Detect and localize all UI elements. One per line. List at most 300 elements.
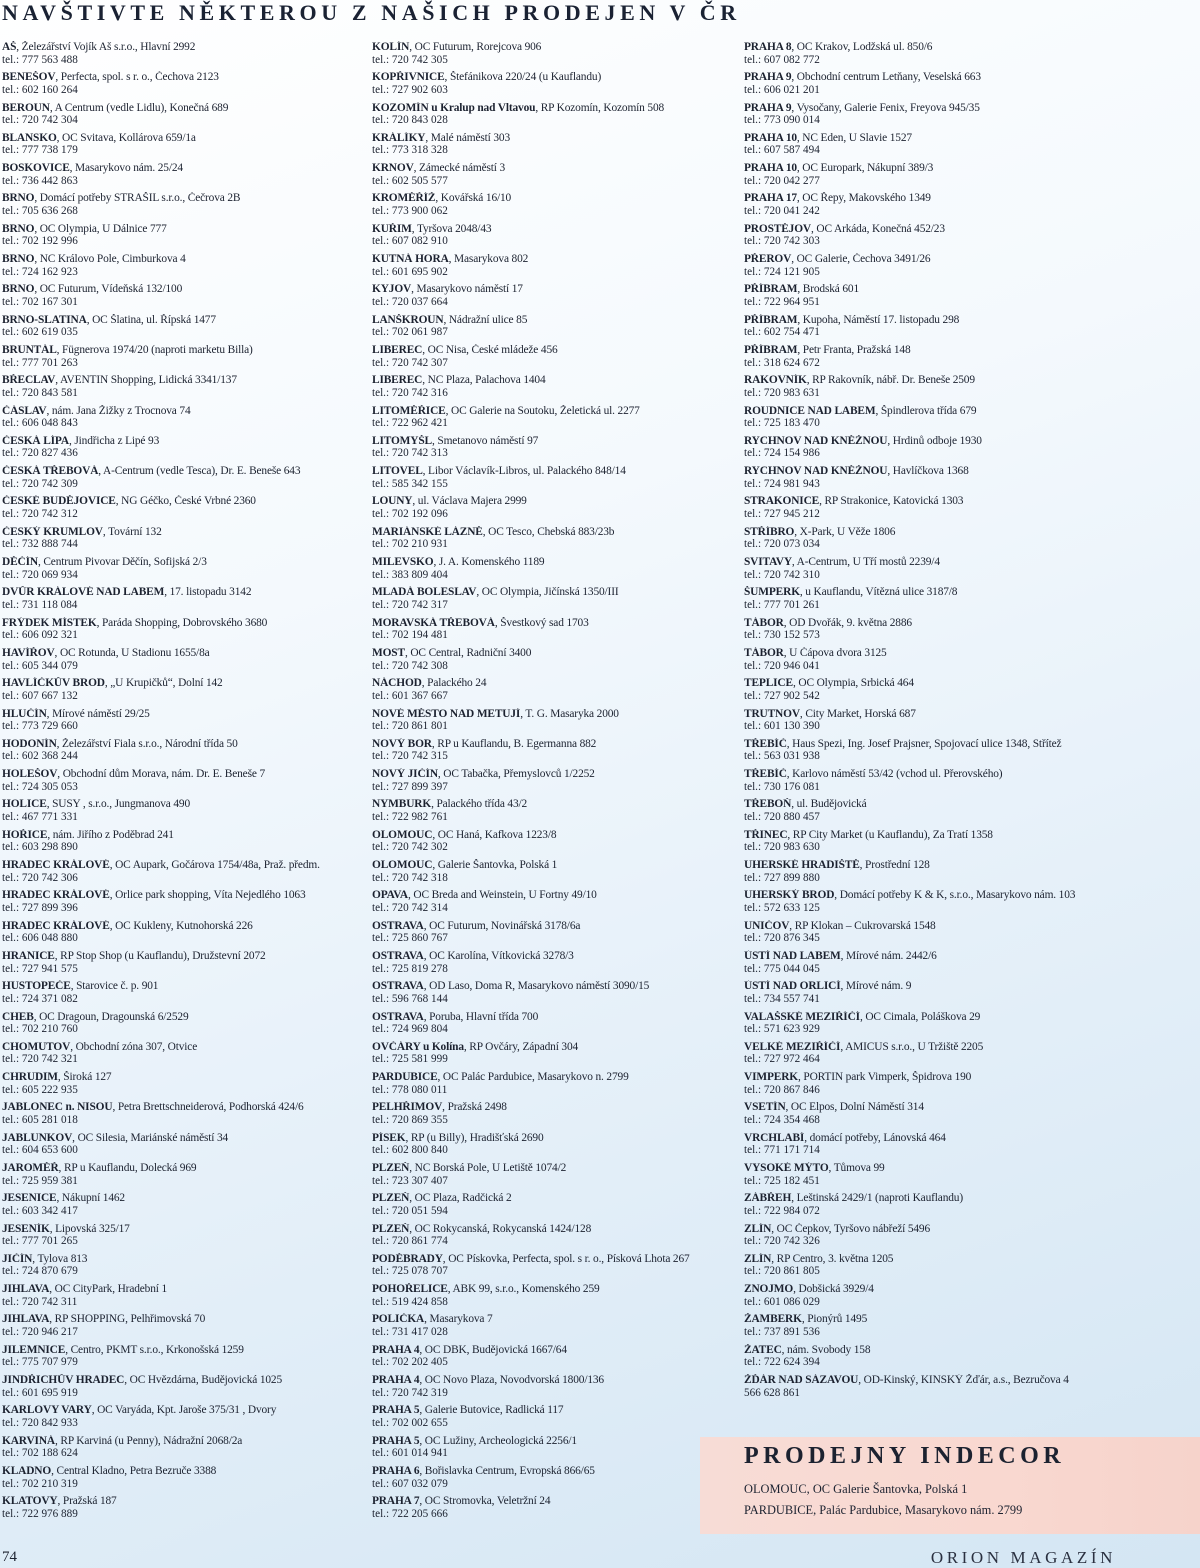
store-phone: tel.: 736 442 863 [2,174,78,187]
store-address: , Pražská 2498 [442,1101,507,1114]
store-address: , PORTIN park Vimperk, Špidrova 190 [798,1071,972,1084]
store-phone: tel.: 724 305 053 [2,780,78,793]
store-entry [2,71,370,101]
store-address-line [2,859,370,872]
store-entry [372,950,742,980]
store-city: POHOŘELICE [372,1283,448,1296]
store-address: , Masarykovo nám. 25/24 [69,162,183,175]
store-entry [2,647,370,677]
store-entry [372,586,742,616]
store-address: , Obchodní dům Morava, nám. Dr. E. Beneše 7 [57,768,266,781]
store-phone: tel.: 725 182 451 [744,1174,820,1187]
page-number: 74 [2,1549,17,1565]
store-entry [2,829,370,859]
store-city: TÁBOR [744,616,784,629]
store-address-line [744,980,1198,993]
store-entry [2,586,370,616]
store-entry [744,768,1198,798]
store-phone: tel.: 724 870 679 [2,1265,78,1278]
store-phone: tel.: 734 557 741 [744,992,820,1005]
store-city: LITOMYŠL [372,434,432,447]
store-phone: tel.: 702 002 655 [372,1416,448,1429]
store-address: , OC Central, Radniční 3400 [404,646,532,659]
store-address-line [744,1283,1198,1296]
magazine-name: ORION MAGAZÍN [930,1548,1116,1567]
store-address: , Nádražní ulice 85 [443,313,528,326]
store-address: , Palackého 24 [421,677,487,690]
store-city: VALAŠSKÉ MEZIŘÍČÍ [744,1010,860,1023]
store-entry [372,798,742,828]
store-city: BRUNTÁL [2,343,57,356]
store-address-line [2,102,370,115]
store-entry [2,314,370,344]
store-phone: tel.: 773 900 062 [372,205,448,218]
store-city: JINDŘICHŮV HRADEC [2,1374,125,1387]
store-entry [372,1162,742,1192]
store-entry [372,526,742,556]
store-phone: tel.: 722 984 072 [744,1204,820,1217]
store-entry [372,1071,742,1101]
store-address-line [2,738,370,751]
store-phone: tel.: 720 742 311 [2,1295,78,1308]
store-entry [744,829,1198,859]
store-city: ČESKÁ TŘEBOVÁ [2,465,99,478]
store-address: , A-Centrum (vedle Tesca), Dr. E. Beneše 643 [98,465,301,478]
store-entry [744,1011,1198,1041]
store-address: , OC Stromovka, Veletržní 24 [419,1495,551,1508]
store-address: , domácí potřeby, Lánovská 464 [804,1131,946,1144]
store-entry [2,526,370,556]
store-city: LITOVEL [372,465,423,478]
store-address: , RP Centro, 3. května 1205 [771,1252,894,1265]
store-phone: tel.: 727 941 575 [2,962,78,975]
store-entry [744,435,1198,465]
store-address-line [2,1404,370,1417]
store-address-line [744,1132,1198,1145]
store-entry [372,647,742,677]
store-address-line [2,435,370,448]
store-city: BRNO-SLATINA [2,313,87,326]
store-address-line [2,1344,370,1357]
store-entry [372,223,742,253]
store-entry [2,1253,370,1283]
store-entry [372,102,742,132]
store-entry [372,617,742,647]
store-city: PŘÍBRAM [744,313,798,326]
store-city: POLIČKA [372,1313,425,1326]
store-city: PODĚBRADY [372,1252,443,1265]
store-phone: tel.: 773 090 014 [744,114,820,127]
store-address: , RP Karviná (u Penny), Nádražní 2068/2a [54,1434,243,1447]
store-city: KROMĚŘÍŽ [372,192,436,205]
store-city: HRADEC KRÁLOVÉ [2,889,110,902]
store-city: SVITAVY [744,556,792,569]
store-phone: tel.: 602 619 035 [2,326,78,339]
store-entry [2,495,370,525]
store-city: TŘINEC [744,828,788,841]
store-entry [744,1253,1198,1283]
store-address-line [2,344,370,357]
store-phone: tel.: 720 946 041 [744,659,820,672]
store-entry [372,1495,742,1525]
store-address-line [372,1435,742,1448]
store-phone: tel.: 720 742 309 [2,477,78,490]
store-city: ČÁSLAV [2,404,47,417]
store-address-line [2,132,370,145]
store-entry [2,1283,370,1313]
store-city: TRUTNOV [744,707,800,720]
store-address: , Perfecta, spol. s r. o., Čechova 2123 [55,71,219,84]
store-phone: tel.: 773 729 660 [2,720,78,733]
store-address-line [744,1344,1198,1357]
store-phone: tel.: 720 742 317 [372,598,448,611]
store-address: , OC Lužiny, Archeologická 2256/1 [419,1434,577,1447]
store-phone: tel.: 778 080 011 [372,1083,448,1096]
store-address-line [372,1132,742,1145]
store-city: JIČÍN [2,1252,33,1265]
store-entry [372,889,742,919]
store-city: OSTRAVA [372,1010,424,1023]
store-address-line [372,223,742,236]
store-address: , OC Kukleny, Kutnohorská 226 [109,919,253,932]
store-entry [2,1374,370,1404]
store-address-line [2,223,370,236]
store-address: , OC Čepkov, Tyršovo nábřeží 5496 [771,1222,931,1235]
store-city: PŘEROV [744,253,792,266]
store-address: , Hrdinů odboje 1930 [887,434,982,447]
store-address-line [372,162,742,175]
store-entry [2,920,370,950]
store-phone: tel.: 519 424 858 [372,1295,448,1308]
store-city: HOŘICE [2,828,48,841]
store-phone: tel.: 720 742 313 [372,447,448,460]
store-address: , Tyršova 2048/43 [411,222,492,235]
store-address-line [2,526,370,539]
store-address: , nám. Jana Žižky z Trocnova 74 [46,404,191,417]
store-entry [2,556,370,586]
store-address-line [372,586,742,599]
store-address: , SUSY , s.r.o., Jungmanova 490 [46,798,191,811]
store-address: , Poruba, Hlavní třída 700 [423,1010,539,1023]
store-phone: tel.: 777 563 488 [2,53,78,66]
store-phone: tel.: 601 014 941 [372,1447,448,1460]
store-phone: tel.: 606 048 843 [2,417,78,430]
store-city: CHOMUTOV [2,1040,71,1053]
store-phone: tel.: 585 342 155 [372,477,448,490]
store-address-line [372,1495,742,1508]
store-address-line [372,132,742,145]
store-city: AŠ [2,41,17,53]
store-phone: tel.: 730 176 081 [744,780,820,793]
store-phone: tel.: 720 742 319 [372,1386,448,1399]
store-entry [744,102,1198,132]
store-address: , Železářství Fiala s.r.o., Národní třída 50 [56,737,238,750]
store-address: , Kovářská 16/10 [435,192,512,205]
store-phone: tel.: 777 701 265 [2,1235,78,1248]
store-address: , OC Arkáda, Konečná 452/23 [811,222,945,235]
indecor-store-2: PARDUBICE, Palác Pardubice, Masarykovo nám. 2799 [744,1503,1023,1517]
store-city: RAKOVNÍK [744,374,807,387]
store-address: , Leštinská 2429/1 (naproti Kauflandu) [791,1192,963,1205]
store-phone: tel.: 724 969 804 [372,1023,448,1036]
store-entry [744,920,1198,950]
store-city: VRCHLABÍ [744,1131,805,1144]
store-phone: tel.: 727 899 396 [2,901,78,914]
store-address: , Central Kladno, Petra Bezruče 3388 [51,1464,217,1477]
store-entry [2,41,370,71]
store-address-line [2,465,370,478]
store-city: PÍSEK [372,1131,406,1144]
store-address: , Masarykova 7 [424,1313,493,1326]
store-entry [744,1313,1198,1343]
store-phone: tel.: 605 222 935 [2,1083,78,1096]
store-entry [2,1465,370,1495]
store-address: , Pražská 187 [57,1495,117,1508]
store-phone: tel.: 602 800 840 [372,1144,448,1157]
store-phone: tel.: 601 130 390 [744,720,820,733]
store-phone: tel.: 730 152 573 [744,629,820,642]
store-phone: tel.: 702 210 931 [372,538,448,551]
store-entry [744,889,1198,919]
store-phone: tel.: 705 636 268 [2,205,78,218]
store-address: , RP (u Billy), Hradišťská 2690 [405,1131,544,1144]
store-city: KRNOV [372,162,414,175]
store-address-line [744,798,1198,811]
store-phone: tel.: 702 194 481 [372,629,448,642]
store-entry [2,223,370,253]
store-address-line [2,1313,370,1326]
store-address: , OC Galerie na Soutoku, Želetická ul. 2277 [445,404,640,417]
store-address: , Galerie Butovice, Radlická 117 [419,1404,564,1417]
store-phone: tel.: 725 581 999 [372,1053,448,1066]
store-address: , Kupoha, Náměstí 17. listopadu 298 [797,313,960,326]
store-city: PRAHA 7 [372,1495,420,1508]
store-address: , RP Klokan – Cukrovarská 1548 [789,919,936,932]
store-address-line [2,1283,370,1296]
store-city: OSTRAVA [372,919,424,932]
store-address: , Štefánikova 220/24 (u Kauflandu) [444,71,602,84]
store-address-line [2,920,370,933]
store-address-line [744,283,1198,296]
store-address-line [372,980,742,993]
store-entry [744,223,1198,253]
store-city: BRNO [2,283,35,296]
store-address-line [372,889,742,902]
store-entry [2,283,370,313]
store-entry [2,1071,370,1101]
store-address-line [372,283,742,296]
store-entry [2,677,370,707]
store-city: HRANICE [2,949,55,962]
store-address: , Centro, PKMT s.r.o., Krkonošská 1259 [65,1343,244,1356]
store-phone: tel.: 720 880 457 [744,811,820,824]
store-address: , NC Borská Pole, U Letiště 1074/2 [409,1161,567,1174]
store-phone: tel.: 602 368 244 [2,750,78,763]
store-phone: tel.: 725 959 381 [2,1174,78,1187]
store-entry [372,768,742,798]
store-entry [372,1011,742,1041]
store-city: LIBEREC [372,343,423,356]
store-phone: 566 628 861 [744,1386,800,1399]
store-phone: tel.: 720 742 306 [2,871,78,884]
store-address-line [372,1192,742,1205]
store-phone: tel.: 607 082 772 [744,53,820,66]
store-entry [744,1162,1198,1192]
store-phone: tel.: 725 860 767 [372,932,448,945]
store-entry [2,1495,370,1525]
store-address-line [372,920,742,933]
store-address-line [372,950,742,963]
store-address: , Karlovo náměstí 53/42 (vchod ul. Přerovského) [786,768,1003,781]
store-address-line [744,1071,1198,1084]
store-city: PRAHA 4 [372,1343,420,1356]
store-address-line [372,435,742,448]
store-address: , RP Stop Shop (u Kauflandu), Družstevní 2072 [54,949,266,962]
store-city: JESENICE [2,1192,57,1205]
store-address-line [744,738,1198,751]
store-phone: tel.: 720 861 774 [372,1235,448,1248]
store-phone: tel.: 702 167 301 [2,295,78,308]
store-entry [744,677,1198,707]
store-city: BRNO [2,192,35,205]
store-address-line [2,283,370,296]
store-address-line [744,1011,1198,1024]
store-phone: tel.: 702 192 996 [2,235,78,248]
store-address-line [372,617,742,630]
store-address: , Špindlerova třída 679 [875,404,977,417]
store-address-line [372,374,742,387]
store-address-line [372,192,742,205]
store-city: ZNOJMO [744,1283,794,1296]
store-phone: tel.: 720 742 308 [372,659,448,672]
store-address-line [744,1041,1198,1054]
store-entry [2,132,370,162]
store-entry [744,1223,1198,1253]
store-entry [372,495,742,525]
store-phone: tel.: 727 899 397 [372,780,448,793]
store-address: , Starovice č. p. 901 [70,980,159,993]
store-address: , Nákupní 1462 [56,1192,125,1205]
store-address: , A-Centrum, U Tří mostů 2239/4 [791,556,940,569]
store-city: TŘEBÍČ [744,768,787,781]
store-address-line [744,950,1198,963]
store-phone: tel.: 722 982 761 [372,811,448,824]
store-address: , OC Hvězdárna, Budějovická 1025 [124,1374,283,1387]
store-address: , Dobšická 3929/4 [793,1283,874,1296]
store-address: , U Čápova dvora 3125 [783,646,887,659]
store-city: ÚSTÍ NAD LABEM [744,949,841,962]
store-phone: tel.: 601 695 902 [372,265,448,278]
store-entry [2,1101,370,1131]
store-address: , Malé náměstí 303 [425,131,511,144]
store-entry [372,1192,742,1222]
store-address: , Pionýrů 1495 [801,1313,868,1326]
store-city: PŘÍBRAM [744,343,798,356]
store-city: KOZOMÍN u Kralup nad Vltavou [372,101,536,114]
store-entry [744,1374,1198,1404]
store-address: , OC Krakov, Lodžská ul. 850/6 [791,41,933,53]
store-address-line [2,314,370,327]
store-address-line [2,1071,370,1084]
store-phone: tel.: 720 051 594 [372,1204,448,1217]
store-address-line [2,950,370,963]
store-city: VELKÉ MEZIŘÍČÍ [744,1040,841,1053]
store-address-line [744,102,1198,115]
store-city: OLOMOUC [372,828,433,841]
store-phone: tel.: 383 809 404 [372,568,448,581]
store-address-line [2,162,370,175]
store-entry [2,708,370,738]
store-address-line [744,41,1198,54]
store-address-line [372,647,742,660]
store-city: STŘÍBRO [744,525,795,538]
store-address: , OC Cimala, Poláškova 29 [859,1010,981,1023]
store-entry [372,980,742,1010]
store-city: HUSTOPEČE [2,980,71,993]
store-address-line [744,253,1198,266]
store-address-line [744,617,1198,630]
store-address-line [2,71,370,84]
store-phone: tel.: 720 983 631 [744,386,820,399]
store-city: LANŠKROUN [372,313,444,326]
store-address: , RP Strakonice, Katovická 1303 [819,495,964,508]
store-address: , OC Tesco, Chebská 883/23b [482,525,615,538]
store-city: STRAKONICE [744,495,820,508]
store-city: NYMBURK [372,798,432,811]
store-address: , RP Rakovník, nábř. Dr. Beneše 2509 [806,374,975,387]
store-phone: tel.: 605 344 079 [2,659,78,672]
store-entry [372,374,742,404]
store-entry [2,405,370,435]
store-entry [2,798,370,828]
store-phone: tel.: 771 171 714 [744,1144,820,1157]
store-address: , OC Nisa, České mládeže 456 [422,343,558,356]
store-entry [744,374,1198,404]
store-address: , Tovární 132 [102,525,162,538]
store-phone: tel.: 775 044 045 [744,962,820,975]
store-address-line [372,1162,742,1175]
store-city: KOLÍN [372,41,410,53]
store-city: BEROUN [2,101,50,114]
store-phone: tel.: 727 899 880 [744,871,820,884]
store-phone: tel.: 702 061 987 [372,326,448,339]
store-phone: tel.: 720 843 581 [2,386,78,399]
store-address-line [372,71,742,84]
store-address: , 17. listopadu 3142 [164,586,252,599]
store-city: HRADEC KRÁLOVÉ [2,919,110,932]
store-city: PLZEŇ [372,1192,410,1205]
store-address: , Libor Václavík-Libros, ul. Palackého 848/14 [422,465,626,478]
store-phone: tel.: 723 307 407 [372,1174,448,1187]
store-phone: tel.: 725 078 707 [372,1265,448,1278]
store-address-line [744,132,1198,145]
store-city: KRÁLÍKY [372,131,426,144]
store-phone: tel.: 702 202 405 [372,1356,448,1369]
store-address: , Domácí potřeby K & K, s.r.o., Masarykovo nám. 103 [834,889,1076,902]
store-phone: tel.: 720 742 314 [372,901,448,914]
store-address: , Jindřicha z Lipé 93 [68,434,160,447]
store-address-line [2,1495,370,1508]
store-entry [744,1132,1198,1162]
store-city: TEPLICE [744,677,793,690]
store-city: LITOMĚŘICE [372,404,446,417]
store-address-line [372,708,742,721]
store-phone: tel.: 563 031 938 [744,750,820,763]
store-city: ROUDNICE NAD LABEM [744,404,876,417]
store-address: , OC Rotunda, U Stadionu 1655/8a [54,646,210,659]
store-phone: tel.: 720 742 304 [2,114,78,127]
store-entry [372,405,742,435]
